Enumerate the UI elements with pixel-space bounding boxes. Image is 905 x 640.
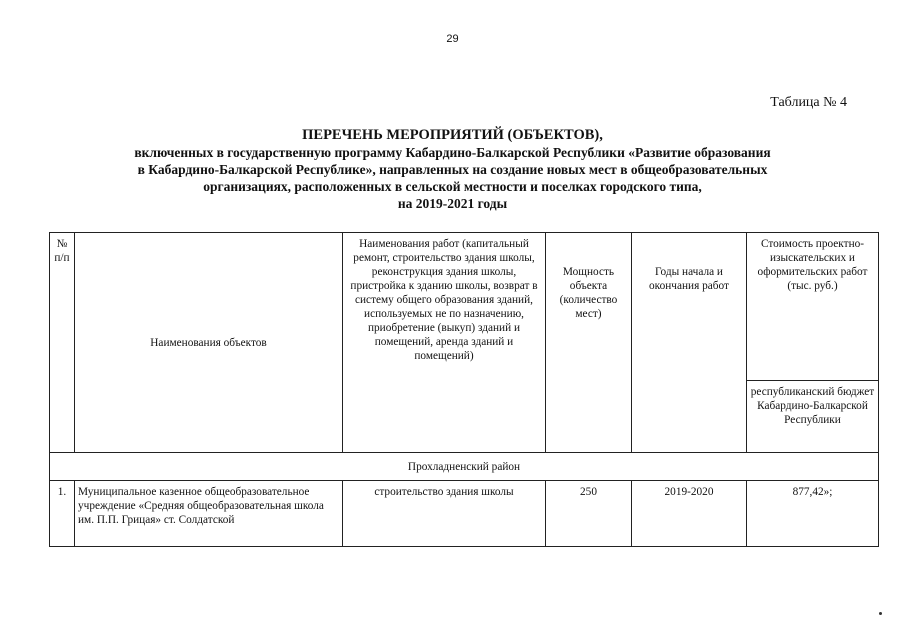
table-header-row	[50, 233, 879, 381]
heading-line-5: на 2019-2021 годы	[397, 196, 508, 211]
region-row	[50, 453, 879, 481]
measures-table	[49, 232, 879, 547]
scan-speck	[879, 612, 882, 615]
document-heading	[0, 127, 905, 212]
heading-line-2: включенных в государственную программу Кабардино-Балкарской Республики «Развитие образования	[134, 145, 771, 160]
header-object-name: Наименования объектов	[75, 233, 343, 453]
header-cost: Стоимость проектно-изыскательских и оформительских работ (тыс. руб.)	[747, 233, 879, 381]
row-object-name: Муниципальное казенное общеобразовательное учреждение «Средняя общеобразовательная школа им. П.П. Грицая» ст. Солдатской	[75, 481, 343, 547]
header-years: Годы начала и окончания работ	[632, 233, 747, 453]
table-label: Таблица № 4	[770, 95, 847, 110]
heading-title: ПЕРЕЧЕНЬ МЕРОПРИЯТИЙ (ОБЪЕКТОВ),	[302, 127, 603, 143]
row-work-type: строительство здания школы	[343, 481, 546, 547]
region-name: Прохладненский район	[50, 453, 879, 481]
heading-line-4: организациях, расположенных в сельской местности и поселках городского типа,	[203, 179, 702, 194]
row-cost: 877,42»;	[747, 481, 879, 547]
header-capacity: Мощность объекта (количество мест)	[546, 233, 632, 453]
header-number: № п/п	[50, 233, 75, 453]
heading-line-3: в Кабардино-Балкарской Республике», направленных на создание новых мест в общеобразовательных	[137, 162, 768, 177]
header-budget: республиканский бюджет Кабардино-Балкарской Республики	[747, 381, 879, 453]
header-work-types: Наименования работ (капитальный ремонт, строительство здания школы, реконструкция здания школы, пристройка к зданию школы, возврат в систему общего образования зданий, используемых не по назначению, приобретение (выкуп) зданий и помещений, аренда зданий и помещений)	[343, 233, 546, 453]
table-row	[50, 481, 879, 547]
row-number: 1.	[50, 481, 75, 547]
row-years: 2019-2020	[632, 481, 747, 547]
page-number: 29	[446, 33, 459, 45]
row-capacity: 250	[546, 481, 632, 547]
